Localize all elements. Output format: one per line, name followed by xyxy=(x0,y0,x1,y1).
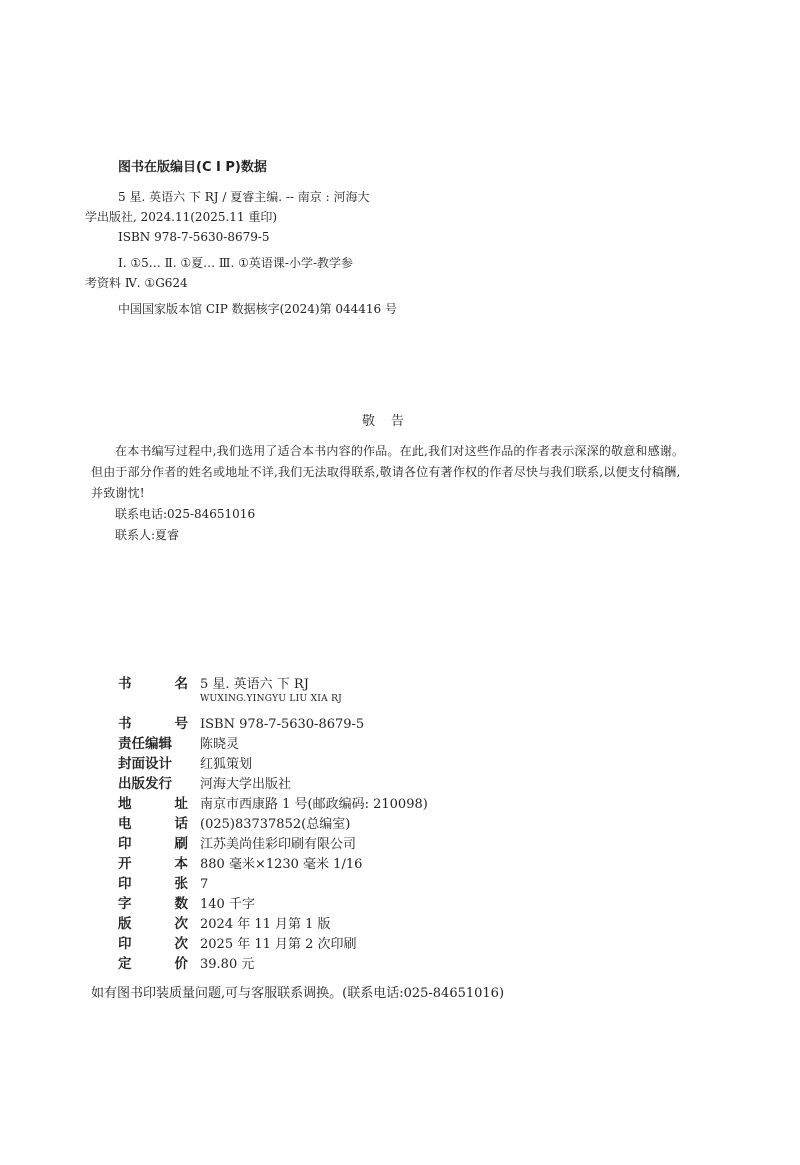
colophon-label-char: 印 xyxy=(118,936,132,952)
colophon-label-char: 版 xyxy=(118,916,132,932)
colophon-label xyxy=(118,912,188,932)
colophon-label-char: 责任编辑 xyxy=(118,736,172,752)
colophon-label xyxy=(118,672,188,692)
cip-line: 中国国家版本馆 CIP 数据核字(2024)第 044416 号 xyxy=(118,302,397,316)
colophon-row xyxy=(118,792,578,812)
colophon-row xyxy=(118,694,578,708)
colophon-value: 江苏美尚佳彩印刷有限公司 xyxy=(200,837,357,852)
cip-line: 考资料 Ⅳ. ①G624 xyxy=(85,276,188,290)
cip-line: Ⅰ. ①5… Ⅱ. ①夏… Ⅲ. ①英语课-小学-教学参 xyxy=(118,256,354,270)
colophon-row xyxy=(118,732,578,752)
colophon-label-char: 书 xyxy=(118,676,132,692)
cip-line: 学出版社, 2024.11(2025.11 重印) xyxy=(85,210,278,224)
cip-line: 5 星. 英语六 下 RJ / 夏睿主编. -- 南京 : 河海大 xyxy=(118,190,370,204)
colophon-label xyxy=(118,932,188,952)
colophon-label-char: 价 xyxy=(174,956,188,972)
colophon-label xyxy=(118,892,188,912)
colophon-label xyxy=(118,872,188,892)
colophon-value: 红狐策划 xyxy=(200,757,253,772)
colophon-label xyxy=(118,712,188,732)
colophon-label-char: 址 xyxy=(174,796,188,812)
colophon-label-char: 次 xyxy=(174,936,188,952)
colophon-label-char: 出版发行 xyxy=(118,776,172,792)
colophon-row xyxy=(118,812,578,832)
colophon-label-char: 刷 xyxy=(174,836,188,852)
colophon-value: 陈晓灵 xyxy=(200,737,240,752)
colophon-label-char: 电 xyxy=(118,816,132,832)
cip-record-number xyxy=(118,299,418,319)
colophon-value: 2025 年 11 月第 2 次印刷 xyxy=(200,937,357,952)
colophon-row xyxy=(118,772,578,792)
colophon-label-char: 数 xyxy=(174,896,188,912)
colophon-label-char: 号 xyxy=(174,716,188,732)
colophon-label-char: 开 xyxy=(118,856,132,872)
colophon-label-char: 印 xyxy=(118,836,132,852)
colophon-label-char: 字 xyxy=(118,896,132,912)
colophon-label xyxy=(118,792,188,812)
colophon-row xyxy=(118,752,578,772)
colophon-label-char: 名 xyxy=(174,676,188,692)
cip-line: ISBN 978-7-5630-8679-5 xyxy=(118,230,270,244)
colophon-label xyxy=(118,852,188,872)
footer-note: 如有图书印装质量问题,可与客服联系调换。(联系电话:025-84651016) xyxy=(91,986,505,1001)
colophon-value: (025)83737852(总编室) xyxy=(200,817,351,832)
colophon-pinyin: WUXING.YINGYU LIU XIA RJ xyxy=(200,694,343,704)
colophon-value: 880 毫米×1230 毫米 1/16 xyxy=(200,857,363,872)
colophon-value: 7 xyxy=(200,877,209,892)
colophon-row xyxy=(118,832,578,852)
colophon-row xyxy=(118,932,578,952)
notice-section xyxy=(91,410,691,546)
colophon-value: 39.80 元 xyxy=(200,957,255,972)
colophon-label xyxy=(118,772,200,792)
notice-phone: 联系电话:025-84651016 xyxy=(115,507,256,521)
colophon-value: 5 星. 英语六 下 RJ xyxy=(200,677,309,692)
colophon-label-char: 书 xyxy=(118,716,132,732)
colophon-label-char: 次 xyxy=(174,916,188,932)
notice-body: 在本书编写过程中,我们选用了适合本书内容的作品。在此,我们对这些作品的作者表示深深的敬意和感谢。但由于部分作者的姓名或地址不详,我们无法取得联系,敬请各位有著作权的作者尽快与我们联系,以便支付稿酬,并致谢忱! xyxy=(91,444,685,500)
colophon-label xyxy=(118,752,200,772)
colophon-row xyxy=(118,712,578,732)
colophon-label-char: 定 xyxy=(118,956,132,972)
colophon-label-char: 张 xyxy=(174,876,188,892)
colophon-label-char: 话 xyxy=(174,816,188,832)
colophon-label xyxy=(118,832,188,852)
cip-title: 图书在版编目(C I P)数据 xyxy=(118,160,267,175)
colophon-value: 河海大学出版社 xyxy=(200,777,292,792)
colophon-row xyxy=(118,892,578,912)
cip-data-block xyxy=(85,156,418,325)
colophon-label xyxy=(118,812,188,832)
colophon-row xyxy=(118,672,578,692)
colophon-value: 140 千字 xyxy=(200,897,255,912)
colophon-row xyxy=(118,912,578,932)
notice-title: 敬告 xyxy=(361,414,420,429)
cip-entry xyxy=(85,187,418,247)
colophon-row xyxy=(118,852,578,872)
colophon-row xyxy=(118,872,578,892)
cip-classification xyxy=(85,253,418,293)
colophon-value: 南京市西康路 1 号(邮政编码: 210098) xyxy=(200,797,428,812)
colophon-label-char: 封面设计 xyxy=(118,756,172,772)
colophon-label-char: 地 xyxy=(118,796,132,812)
colophon-label xyxy=(118,952,188,972)
colophon-row xyxy=(118,952,578,972)
colophon-label-char: 本 xyxy=(174,856,188,872)
colophon-value: ISBN 978-7-5630-8679-5 xyxy=(200,717,365,732)
colophon-value: 2024 年 11 月第 1 版 xyxy=(200,917,331,932)
notice-contact: 联系人:夏睿 xyxy=(115,528,180,542)
colophon-label-char: 印 xyxy=(118,876,132,892)
colophon-table xyxy=(118,672,578,972)
colophon-label xyxy=(118,732,200,752)
